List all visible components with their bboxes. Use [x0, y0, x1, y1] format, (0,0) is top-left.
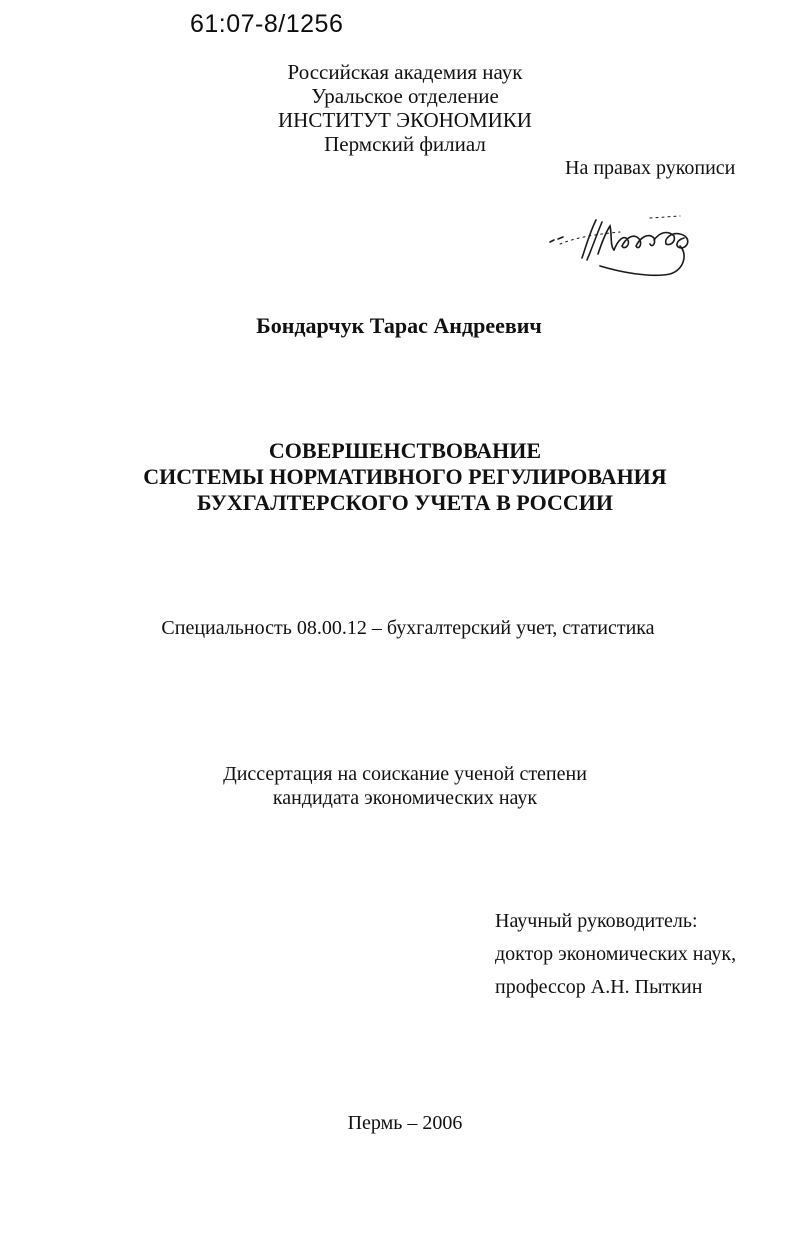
org-branch: Уральское отделение	[311, 84, 499, 108]
title-line-3: БУХГАЛТЕРСКОГО УЧЕТА В РОССИИ	[196, 490, 613, 515]
dissertation-title	[0, 438, 798, 516]
org-institute: ИНСТИТУТ ЭКОНОМИКИ	[278, 108, 532, 132]
org-filial: Пермский филиал	[324, 132, 486, 156]
archive-stamp: 61:07-8/1256	[190, 10, 344, 38]
author-name: Бондарчук Тарас Андреевич	[256, 313, 542, 338]
supervisor-name: профессор А.Н. Пыткин	[495, 976, 703, 998]
degree-line-1: Диссертация на соискание ученой степени	[223, 763, 587, 785]
organization-block	[200, 60, 610, 156]
signature-icon	[540, 210, 710, 290]
degree-line-2: кандидата экономических наук	[272, 787, 538, 809]
title-line-1: СОВЕРШЕНСТВОВАНИЕ	[268, 438, 542, 463]
supervisor-block	[495, 905, 736, 1004]
supervisor-degree: доктор экономических наук,	[495, 943, 737, 965]
specialty-line: Специальность 08.00.12 – бухгалтерский учет, статистика	[161, 617, 655, 639]
manuscript-rights-note: На правах рукописи	[565, 157, 736, 179]
supervisor-label: Научный руководитель:	[495, 910, 698, 932]
title-line-2: СИСТЕМЫ НОРМАТИВНОГО РЕГУЛИРОВАНИЯ	[143, 464, 667, 489]
org-academy: Российская академия наук	[287, 60, 523, 84]
city-year: Пермь – 2006	[347, 1112, 463, 1134]
dissertation-degree	[0, 762, 798, 810]
